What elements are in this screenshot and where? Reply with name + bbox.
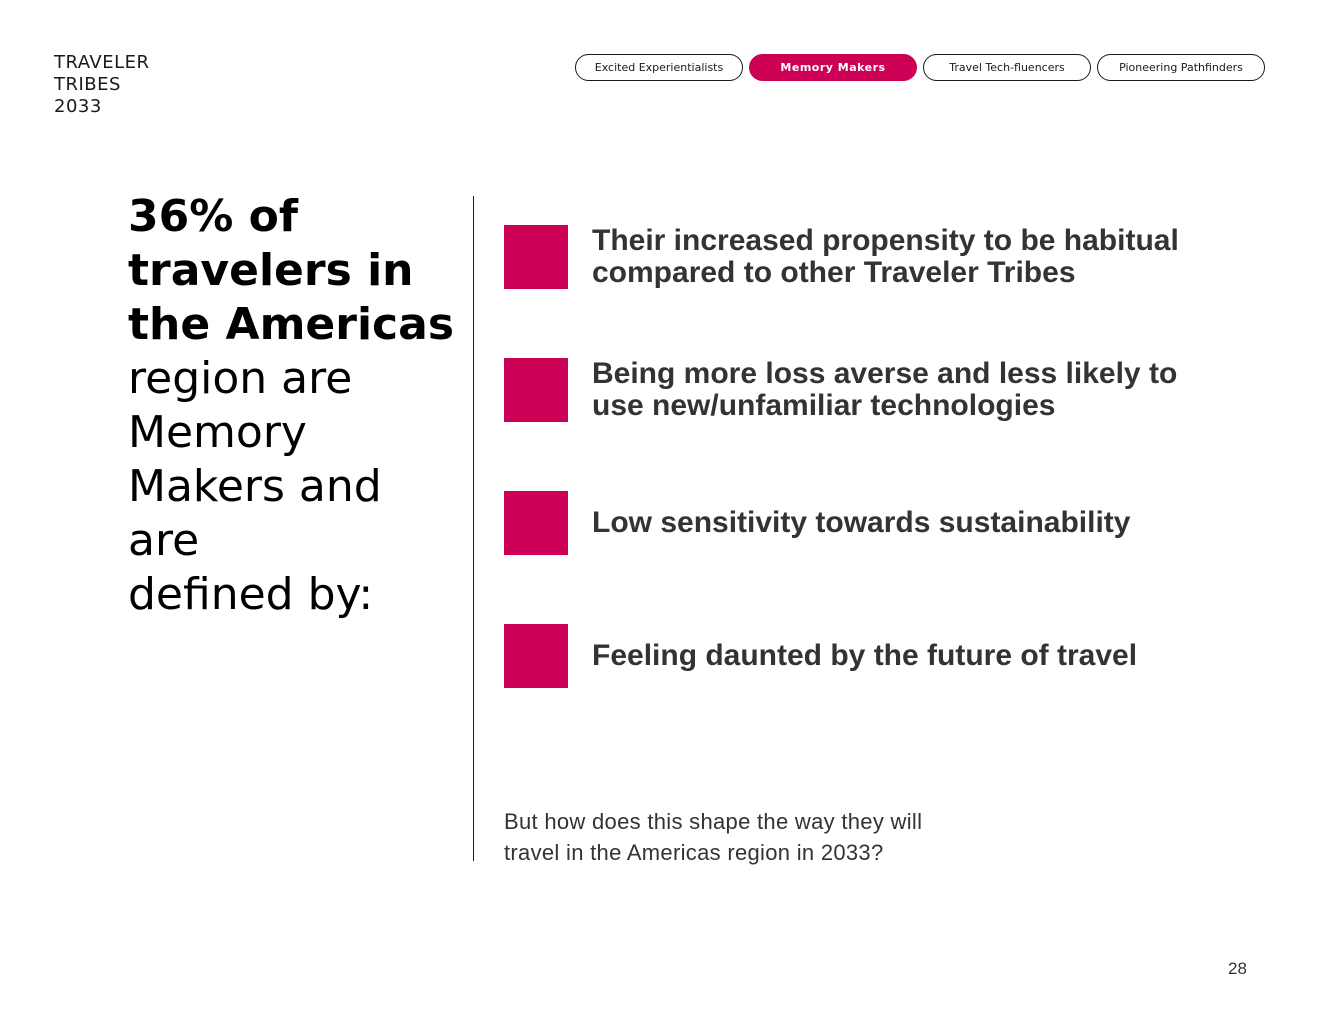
trait-text-line-1: Low sensitivity towards sustainability [592,506,1131,539]
trait-text-line-1: Their increased propensity to be habitual [592,224,1179,257]
headline-bold-line-1: 36% of [128,191,299,242]
trait-text [592,624,1252,688]
tab-travel-tech-fluencers[interactable]: Travel Tech-fluencers [923,54,1091,81]
tab-pioneering-pathfinders[interactable]: Pioneering Pathfinders [1097,54,1265,81]
trait-text-line-2: compared to other Traveler Tribes [592,256,1076,289]
headline-line-6: Makers and are [128,461,382,566]
trait-square-icon [504,358,568,422]
headline-line-5: Memory [128,407,307,458]
closing-question-line-2: travel in the Americas region in 2033? [504,840,884,865]
trait-text [592,225,1252,289]
trait-text-line-2: use new/unfamiliar technologies [592,389,1056,422]
trait-square-icon [504,225,568,289]
headline-bold-line-2: travelers in [128,245,414,296]
headline-line-4: region are [128,353,353,404]
trait-square-icon [504,624,568,688]
trait-text [592,491,1252,555]
headline-line-7: defined by: [128,569,374,620]
tab-memory-makers[interactable]: Memory Makers [749,54,917,81]
trait-item-1 [504,225,1264,289]
closing-question-line-1: But how does this shape the way they will [504,809,923,834]
headline [128,190,458,622]
trait-item-4 [504,624,1264,688]
vertical-divider [473,196,474,861]
trait-text-line-1: Being more loss averse and less likely to [592,357,1178,390]
report-title [54,52,150,118]
trait-item-3 [504,491,1264,555]
tribe-tabs [575,54,1265,81]
closing-question [504,806,984,868]
tab-excited-experientialists[interactable]: Excited Experientialists [575,54,743,81]
report-title-line-1: TRAVELER [54,52,150,73]
page-number: 28 [1228,959,1247,978]
trait-item-2 [504,358,1264,422]
headline-bold-line-3: the Americas [128,299,455,350]
trait-text-line-1: Feeling daunted by the future of travel [592,639,1138,672]
trait-text [592,358,1252,422]
report-title-line-3: 2033 [54,96,102,117]
report-title-line-2: TRIBES [54,74,121,95]
trait-square-icon [504,491,568,555]
